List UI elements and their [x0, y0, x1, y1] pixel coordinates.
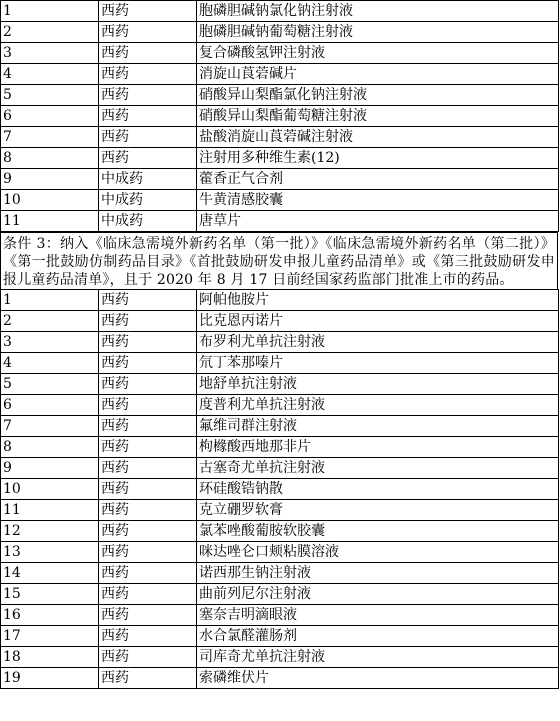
table-row [1, 169, 559, 190]
table-row [1, 563, 559, 584]
drug-category: 西药 [99, 584, 197, 605]
drug-category: 西药 [99, 353, 197, 374]
drug-name: 诺西那生钠注射液 [197, 563, 559, 584]
row-number: 18 [1, 647, 99, 668]
drug-category: 西药 [99, 148, 197, 169]
table-row [1, 437, 559, 458]
drug-category: 西药 [99, 43, 197, 64]
table-row [1, 43, 559, 64]
row-number: 19 [1, 668, 99, 689]
table-row [1, 668, 559, 689]
row-number: 10 [1, 479, 99, 500]
row-number: 2 [1, 22, 99, 43]
drug-category: 西药 [99, 85, 197, 106]
table-row [1, 584, 559, 605]
drug-category: 西药 [99, 106, 197, 127]
table-row [1, 521, 559, 542]
drug-table-condition-3 [0, 289, 559, 689]
drug-name: 注射用多种维生素(12) [197, 148, 559, 169]
table-row [1, 211, 559, 232]
drug-category: 西药 [99, 668, 197, 689]
table-row [1, 395, 559, 416]
drug-name: 塞奈吉明滴眼液 [197, 605, 559, 626]
drug-category: 西药 [99, 479, 197, 500]
table-row [1, 64, 559, 85]
drug-category: 西药 [99, 127, 197, 148]
row-number: 5 [1, 85, 99, 106]
row-number: 7 [1, 127, 99, 148]
drug-name: 氘丁苯那嗪片 [197, 353, 559, 374]
drug-name: 克立硼罗软膏 [197, 500, 559, 521]
table-row [1, 332, 559, 353]
drug-name: 唐草片 [197, 211, 559, 232]
table-row [1, 106, 559, 127]
drug-category: 西药 [99, 374, 197, 395]
drug-name: 咪达唑仑口颊粘膜溶液 [197, 542, 559, 563]
table-row [1, 374, 559, 395]
row-number: 8 [1, 148, 99, 169]
table-row [1, 290, 559, 311]
drug-name: 胞磷胆碱钠葡萄糖注射液 [197, 22, 559, 43]
drug-name: 氯苯唑酸葡胺软胶囊 [197, 521, 559, 542]
drug-category: 西药 [99, 395, 197, 416]
row-number: 11 [1, 500, 99, 521]
row-number: 4 [1, 64, 99, 85]
table-row [1, 1, 559, 22]
drug-name: 硝酸异山梨酯氯化钠注射液 [197, 85, 559, 106]
row-number: 16 [1, 605, 99, 626]
drug-category: 西药 [99, 290, 197, 311]
table-row [1, 479, 559, 500]
row-number: 3 [1, 332, 99, 353]
drug-category: 中成药 [99, 190, 197, 211]
drug-category: 西药 [99, 1, 197, 22]
drug-category: 西药 [99, 437, 197, 458]
drug-category: 西药 [99, 563, 197, 584]
drug-category: 西药 [99, 647, 197, 668]
drug-name: 枸橼酸西地那非片 [197, 437, 559, 458]
table-row [1, 500, 559, 521]
drug-category: 西药 [99, 311, 197, 332]
drug-name: 牛黄清感胶囊 [197, 190, 559, 211]
drug-category: 西药 [99, 416, 197, 437]
row-number: 12 [1, 521, 99, 542]
table-row [1, 416, 559, 437]
row-number: 9 [1, 458, 99, 479]
row-number: 1 [1, 290, 99, 311]
table-row [1, 605, 559, 626]
row-number: 7 [1, 416, 99, 437]
table-row [1, 148, 559, 169]
drug-name: 藿香正气合剂 [197, 169, 559, 190]
row-number: 3 [1, 43, 99, 64]
drug-category: 西药 [99, 626, 197, 647]
row-number: 5 [1, 374, 99, 395]
drug-name: 复合磷酸氢钾注射液 [197, 43, 559, 64]
drug-name: 度普利尤单抗注射液 [197, 395, 559, 416]
drug-category: 西药 [99, 542, 197, 563]
table-row [1, 127, 559, 148]
row-number: 2 [1, 311, 99, 332]
drug-category: 西药 [99, 22, 197, 43]
drug-table-condition-2 [0, 0, 559, 232]
row-number: 6 [1, 106, 99, 127]
table-row [1, 647, 559, 668]
table-row [1, 190, 559, 211]
drug-name: 古塞奇尤单抗注射液 [197, 458, 559, 479]
drug-name: 盐酸消旋山莨菪碱注射液 [197, 127, 559, 148]
drug-name: 氟维司群注射液 [197, 416, 559, 437]
drug-name: 胞磷胆碱钠氯化钠注射液 [197, 1, 559, 22]
drug-category: 西药 [99, 605, 197, 626]
row-number: 9 [1, 169, 99, 190]
table-row [1, 458, 559, 479]
row-number: 1 [1, 1, 99, 22]
table-row [1, 626, 559, 647]
drug-name: 硝酸异山梨酯葡萄糖注射液 [197, 106, 559, 127]
table-row [1, 542, 559, 563]
drug-category: 西药 [99, 521, 197, 542]
drug-category: 西药 [99, 500, 197, 521]
drug-name: 消旋山莨菪碱片 [197, 64, 559, 85]
drug-name: 水合氯醛灌肠剂 [197, 626, 559, 647]
row-number: 11 [1, 211, 99, 232]
condition-3-paragraph: 条件 3：纳入《临床急需境外新药名单（第一批）》《临床急需境外新药名单（第二批）》《第一批鼓励仿制药品目录》《首批鼓励研发申报儿童药品清单》或《第三批鼓励研发申报儿童药品清单》，且于 2020 年 8 月 17 日前经国家药监部门批准上市的药品。 [0, 232, 558, 289]
row-number: 17 [1, 626, 99, 647]
row-number: 14 [1, 563, 99, 584]
drug-name: 阿帕他胺片 [197, 290, 559, 311]
drug-category: 西药 [99, 332, 197, 353]
table-row [1, 22, 559, 43]
drug-category: 中成药 [99, 211, 197, 232]
drug-category: 中成药 [99, 169, 197, 190]
row-number: 15 [1, 584, 99, 605]
drug-name: 地舒单抗注射液 [197, 374, 559, 395]
table-row [1, 353, 559, 374]
row-number: 10 [1, 190, 99, 211]
row-number: 13 [1, 542, 99, 563]
drug-name: 司库奇尤单抗注射液 [197, 647, 559, 668]
drug-category: 西药 [99, 458, 197, 479]
drug-category: 西药 [99, 64, 197, 85]
drug-name: 比克恩丙诺片 [197, 311, 559, 332]
drug-name: 环硅酸锆钠散 [197, 479, 559, 500]
drug-name: 曲前列尼尔注射液 [197, 584, 559, 605]
row-number: 8 [1, 437, 99, 458]
row-number: 6 [1, 395, 99, 416]
table-row [1, 311, 559, 332]
drug-name: 布罗利尤单抗注射液 [197, 332, 559, 353]
row-number: 4 [1, 353, 99, 374]
drug-name: 索磷维伏片 [197, 668, 559, 689]
table-row [1, 85, 559, 106]
